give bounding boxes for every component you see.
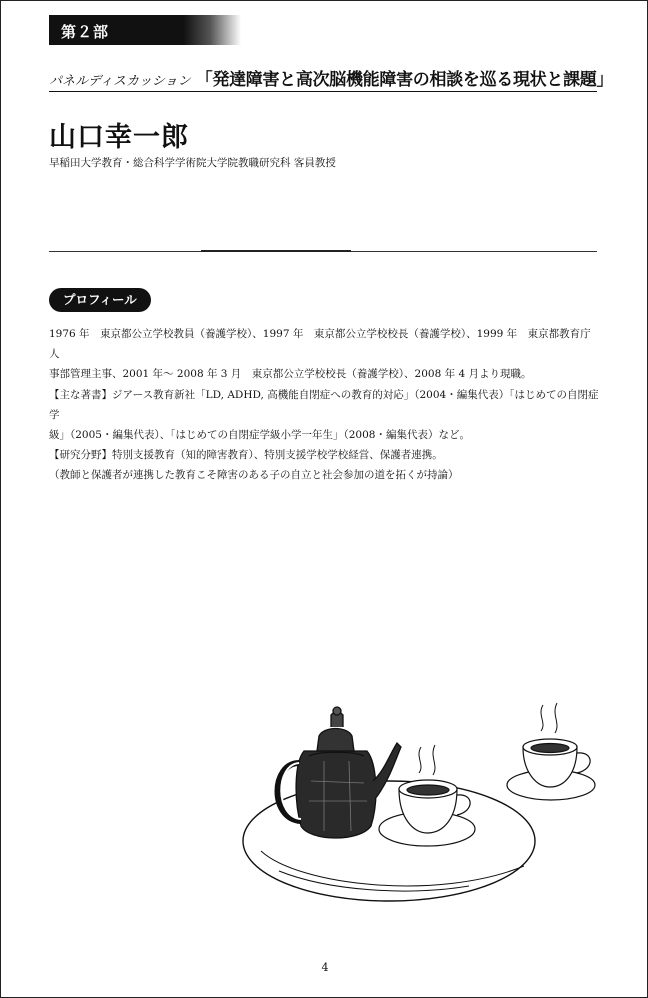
profile-text [49, 324, 601, 486]
profile-label: プロフィール [49, 288, 151, 312]
profile-line: 1976 年 東京都公立学校教員（養護学校）、1997 年 東京都公立学校校長（養護学校）、1999 年 東京都教育庁人 [49, 328, 591, 361]
page-number: 4 [321, 961, 329, 974]
part-banner [49, 15, 241, 45]
profile-line: 【主な著書】ジアース教育新社「LD, ADHD, 高機能自閉症への教育的対応」（2004・編集代表）「はじめての自閉症学 [49, 388, 599, 421]
tea-set-illustration [239, 701, 605, 911]
profile-line: 【研究分野】特別支援教育（知的障害教育）、特別支援学校学校経営、保護者連携。 [49, 449, 443, 462]
series-label: パネルディスカッション [49, 74, 191, 89]
profile-line: 事部管理主事、2001 年～ 2008 年 3 月 東京都公立学校校長（養護学校）、2008 年 4 月より現職。 [49, 368, 532, 381]
tray-inner-line [261, 851, 524, 886]
main-title: 「発達障害と高次脳機能障害の相談を巡る現状と課題」 [195, 70, 614, 90]
author-affiliation: 早稲田大学教育・総合科学学術院大学院教職研究科 客員教授 [49, 157, 336, 169]
teapot [278, 707, 402, 838]
section-divider-accent [201, 250, 351, 252]
tray-inner-line [279, 871, 469, 891]
profile-line: 級」（2005・編集代表）、「はじめての自閉症学級小学一年生」（2008・編集代表）など。 [49, 429, 470, 442]
author-name: 山口幸一郎 [49, 122, 189, 153]
part-label: 第２部 [61, 23, 110, 41]
tray [243, 781, 535, 901]
profile-line: （教師と保護者が連携した教育こそ障害のある子の自立と社会参加の道を拓くが持論） [49, 469, 459, 482]
teacup-back [507, 703, 595, 800]
header-divider [49, 91, 597, 92]
header-line [49, 65, 614, 90]
